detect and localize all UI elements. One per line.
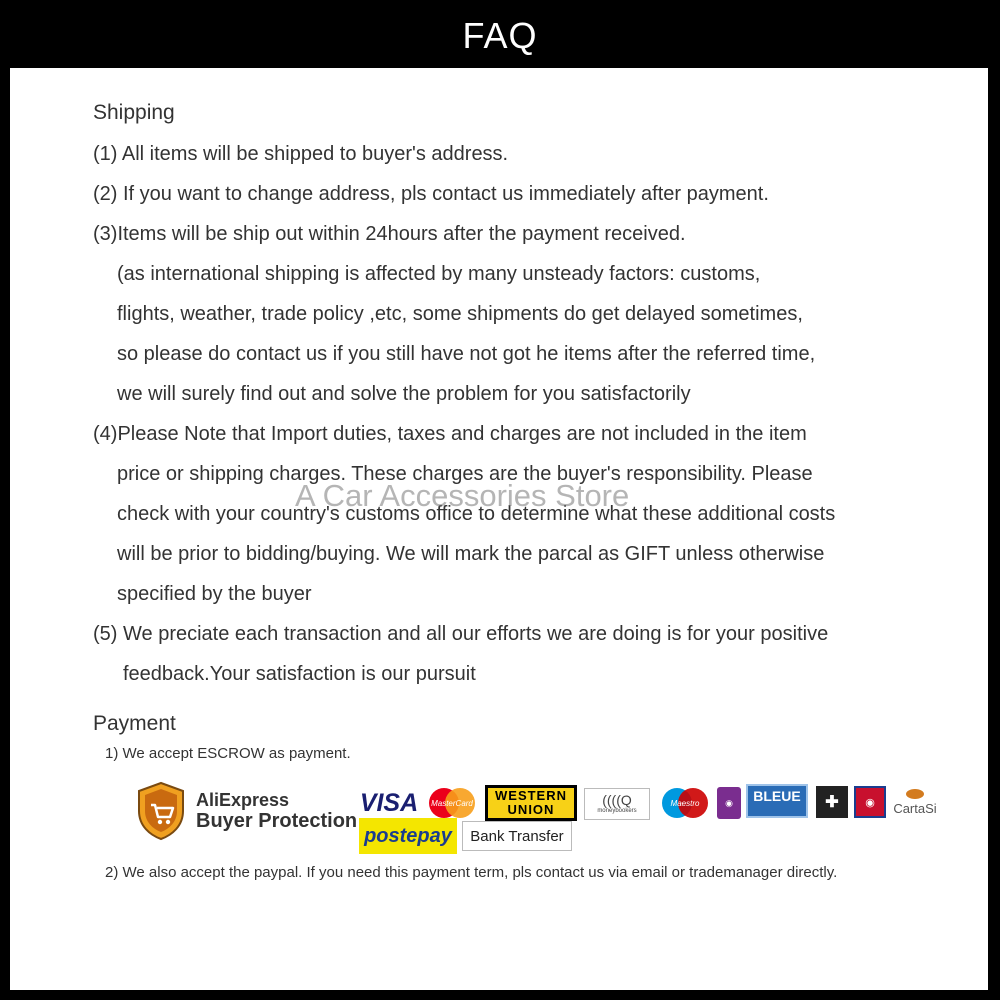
shipping-line-7: we will surely find out and solve the problem for you satisfactorily [117, 383, 691, 405]
bank-card-icon: ◉ [854, 786, 886, 818]
shipping-line-14: feedback.Your satisfaction is our pursuit [123, 663, 476, 685]
faq-panel [10, 68, 988, 990]
shipping-line-8: (4)Please Note that Import duties, taxes and charges are not included in the item [93, 423, 807, 445]
mastercard-label: MasterCard [431, 799, 473, 808]
shipping-line-4: (as international shipping is affected by many unsteady factors: customs, [117, 263, 761, 285]
mastercard-logo [424, 786, 480, 820]
cartasi-label: CartaSi [893, 801, 937, 816]
shipping-title: Shipping [93, 101, 175, 124]
visa-logo: VISA [359, 788, 419, 817]
carte-bleue-logo: BLEUE [746, 784, 808, 818]
maestro-icon [658, 786, 712, 820]
cartasi-icon [906, 789, 924, 799]
postepay-logo: postepay [359, 818, 457, 854]
cartasi-logo [890, 784, 940, 820]
western-union-top: WESTERN [495, 788, 567, 803]
shield-icon [136, 781, 186, 841]
shipping-line-3: (3)Items will be ship out within 24hours after the payment received. [93, 223, 686, 245]
card-scheme-icon: ◉ [717, 787, 741, 819]
moneybookers-label: moneybookers [597, 808, 637, 814]
paypal-note: 2) We also accept the paypal. If you need this payment term, pls contact us via email or trademanager directly. [105, 864, 838, 881]
shipping-line-5: flights, weather, trade policy ,etc, some shipments do get delayed sometimes, [117, 303, 803, 325]
shipping-line-2: (2) If you want to change address, pls contact us immediately after payment. [93, 183, 769, 205]
western-union-bottom: UNION [507, 802, 555, 817]
shipping-line-9: price or shipping charges. These charges are the buyer's responsibility. Please [117, 463, 813, 485]
buyer-protection-label: Buyer Protection [196, 810, 358, 832]
maestro-label: Maestro [670, 799, 700, 808]
page-title: FAQ [462, 15, 538, 56]
shipping-line-13: (5) We preciate each transaction and all our efforts we are doing is for your positive [93, 623, 829, 645]
escrow-note: 1) We accept ESCROW as payment. [105, 745, 351, 762]
shipping-line-10: check with your country's customs office to determine what these additional costs [117, 503, 836, 525]
moneybookers-symbol: ((((Q [602, 792, 632, 808]
shipping-line-1: (1) All items will be shipped to buyer's address. [93, 143, 509, 165]
card-network-icon: ✚ [816, 786, 848, 818]
shipping-line-11: will be prior to bidding/buying. We will mark the parcal as GIFT unless otherwise [117, 543, 825, 565]
western-union-logo [485, 785, 577, 821]
shipping-line-6: so please do contact us if you still have not got he items after the referred time, [117, 343, 816, 365]
payment-title: Payment [93, 712, 176, 735]
aliexpress-protection [196, 790, 357, 832]
moneybookers-logo [584, 788, 650, 820]
bank-transfer-logo: Bank Transfer [462, 821, 572, 851]
shipping-line-12: specified by the buyer [117, 583, 312, 605]
faq-header [0, 0, 1000, 68]
aliexpress-label: AliExpress [196, 790, 290, 810]
maestro-logo [658, 786, 712, 820]
mastercard-icon [424, 786, 480, 820]
store-watermark: A Car Accessories Store [295, 478, 630, 513]
